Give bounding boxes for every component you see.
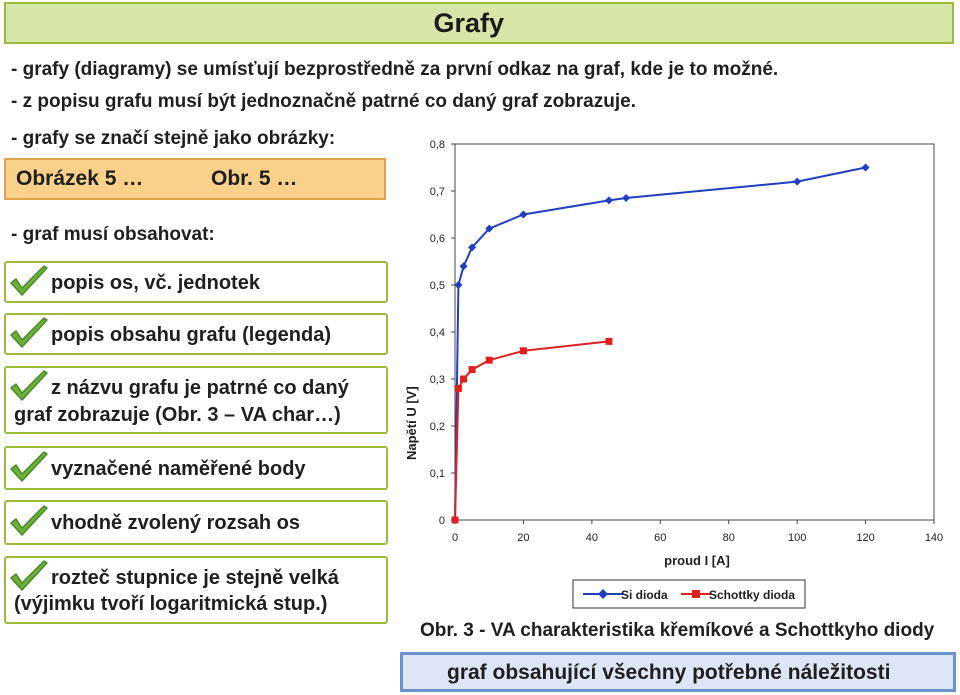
checkmark-icon bbox=[8, 505, 50, 541]
intro-line-3: - grafy se značí stejně jako obrázky: bbox=[11, 128, 336, 149]
legend bbox=[573, 580, 805, 608]
checklist-item-label: vyznačené naměřené body bbox=[51, 458, 306, 480]
checklist-item-label: popis obsahu grafu (legenda) bbox=[51, 324, 332, 346]
data-point-schottky bbox=[486, 357, 493, 364]
y-tick-label: 0,2 bbox=[429, 421, 445, 433]
x-tick-label: 60 bbox=[654, 532, 667, 544]
x-tick-label: 40 bbox=[585, 532, 598, 544]
x-axis-label: proud I [A] bbox=[664, 553, 730, 568]
y-tick-label: 0,3 bbox=[429, 374, 445, 386]
checklist-item bbox=[4, 366, 388, 434]
y-tick-label: 0,5 bbox=[429, 280, 445, 292]
checklist-item-label-2: graf zobrazuje (Obr. 3 – VA char…) bbox=[14, 404, 341, 426]
checklist-item bbox=[4, 313, 388, 355]
x-tick-label: 20 bbox=[517, 532, 530, 544]
y-tick-label: 0,1 bbox=[429, 468, 445, 480]
data-point-schottky bbox=[605, 338, 612, 345]
x-tick-label: 100 bbox=[787, 532, 807, 544]
data-point-schottky bbox=[452, 517, 459, 524]
data-point-si bbox=[862, 164, 870, 172]
checklist-item-label: popis os, vč. jednotek bbox=[51, 272, 260, 294]
intro-line-1: - grafy (diagramy) se umísťují bezprostředně za první odkaz na graf, kde je to možné. bbox=[11, 59, 779, 80]
plot-area bbox=[455, 144, 934, 520]
summary-text: graf obsahující všechny potřebné náležitosti bbox=[447, 661, 891, 684]
checkmark-icon bbox=[8, 451, 50, 487]
checklist-item-label: rozteč stupnice je stejně velká bbox=[51, 567, 339, 589]
series-line-schottky bbox=[455, 341, 609, 520]
checkmark-icon bbox=[8, 370, 50, 406]
va-chart bbox=[395, 130, 955, 615]
y-tick-label: 0 bbox=[438, 515, 445, 527]
checklist-item bbox=[4, 446, 388, 490]
checkmark-icon bbox=[8, 560, 50, 596]
data-point-si bbox=[460, 262, 468, 270]
x-tick-label: 0 bbox=[451, 532, 459, 544]
y-tick-label: 0,7 bbox=[429, 186, 445, 198]
data-point-si bbox=[519, 211, 527, 219]
figure-label-box bbox=[4, 158, 386, 200]
data-point-schottky bbox=[455, 385, 462, 392]
checklist-item-label-2: (výjimku tvoří logaritmická stup.) bbox=[14, 593, 328, 615]
data-point-schottky bbox=[469, 366, 476, 373]
y-axis-label: Napětí U [V] bbox=[404, 386, 419, 460]
y-tick-label: 0,4 bbox=[429, 327, 445, 339]
page-title: Grafy bbox=[433, 8, 504, 38]
y-tick-label: 0,6 bbox=[429, 233, 445, 245]
checkmark-icon bbox=[8, 317, 50, 353]
checklist-item bbox=[4, 261, 388, 303]
y-tick-label: 0,8 bbox=[429, 139, 445, 151]
checklist-item-label: vhodně zvolený rozsah os bbox=[51, 512, 300, 534]
data-point-si bbox=[793, 178, 801, 186]
data-point-schottky bbox=[460, 376, 467, 383]
checklist-item-label: z názvu grafu je patrné co daný bbox=[51, 377, 349, 399]
data-point-schottky bbox=[520, 347, 527, 354]
figure-label-short: Obr. 5 … bbox=[211, 167, 298, 190]
checkmark-icon bbox=[8, 265, 50, 301]
intro-line-4: - graf musí obsahovat: bbox=[11, 224, 215, 245]
data-point-si bbox=[454, 281, 462, 289]
data-point-si bbox=[622, 194, 630, 202]
intro-line-2: - z popisu grafu musí být jednoznačně patrné co daný graf zobrazuje. bbox=[11, 91, 636, 112]
legend-schottky-marker bbox=[692, 590, 700, 598]
chart-caption: Obr. 3 - VA charakteristika křemíkové a Schottkyho diody bbox=[420, 620, 935, 641]
summary-box bbox=[400, 652, 956, 692]
series-line-si bbox=[455, 168, 866, 521]
data-point-si bbox=[605, 196, 613, 204]
figure-label-full: Obrázek 5 … bbox=[16, 167, 144, 190]
checklist-item bbox=[4, 500, 388, 545]
legend-schottky-label: Schottky dioda bbox=[709, 588, 796, 602]
x-tick-label: 120 bbox=[856, 532, 875, 544]
checklist-item bbox=[4, 556, 388, 624]
title-bar bbox=[4, 2, 954, 44]
x-tick-label: 140 bbox=[924, 532, 944, 544]
x-tick-label: 80 bbox=[722, 532, 735, 544]
legend-si-label: Si dioda bbox=[621, 588, 668, 602]
